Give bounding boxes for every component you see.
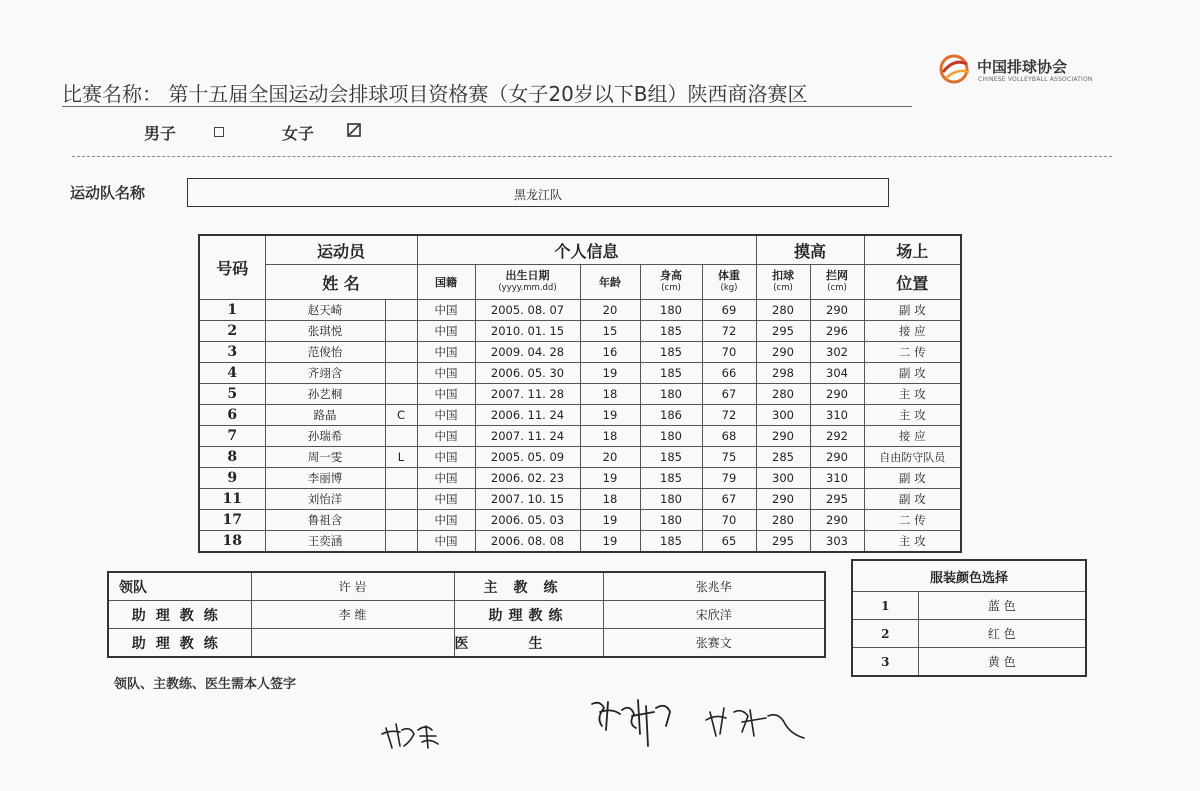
uniform-option-number: 1: [852, 592, 918, 620]
player-height: 180: [640, 384, 702, 405]
logo-name: 中国排球协会: [977, 58, 1068, 76]
player-birth: 2006. 08. 08: [475, 531, 580, 553]
player-role: L: [385, 447, 417, 468]
player-height: 185: [640, 468, 702, 489]
asst-coach-label: 助理教练: [108, 601, 251, 629]
player-nationality: 中国: [417, 300, 475, 321]
player-age: 19: [580, 363, 640, 384]
player-block: 304: [810, 363, 864, 384]
player-number: 3: [199, 342, 265, 363]
player-birth: 2006. 05. 03: [475, 510, 580, 531]
player-height: 185: [640, 531, 702, 553]
player-weight: 70: [702, 510, 756, 531]
separator: [72, 156, 1112, 157]
doctor-value: 张赛文: [603, 629, 825, 658]
player-position: 主 攻: [864, 531, 961, 553]
leader-label-cell: [108, 572, 251, 601]
header-birth-label: 出生日期: [505, 269, 550, 282]
title-underline: [62, 106, 912, 107]
player-nationality: 中国: [417, 447, 475, 468]
table-row: [199, 363, 961, 384]
player-weight: 79: [702, 468, 756, 489]
player-height: 185: [640, 363, 702, 384]
player-spike: 295: [756, 321, 810, 342]
uniform-option-number: 3: [852, 648, 918, 677]
team-name-field[interactable]: [187, 178, 889, 207]
player-role: [385, 531, 417, 553]
player-weight: 70: [702, 342, 756, 363]
player-position: 主 攻: [864, 384, 961, 405]
player-name: 李丽博: [265, 468, 385, 489]
asst-coach-label-right: 助理教练: [454, 601, 603, 629]
player-role: [385, 510, 417, 531]
table-row: [199, 426, 961, 447]
player-spike: 280: [756, 510, 810, 531]
player-weight: 68: [702, 426, 756, 447]
player-name: 王奕涵: [265, 531, 385, 553]
header-weight: [702, 265, 756, 300]
player-height: 180: [640, 300, 702, 321]
header-weight-unit: (kg): [720, 283, 738, 293]
player-position: 自由防守队员: [864, 447, 961, 468]
player-height: 185: [640, 342, 702, 363]
player-position: 副 攻: [864, 468, 961, 489]
player-position: 接 应: [864, 321, 961, 342]
player-name: 周一雯: [265, 447, 385, 468]
player-age: 16: [580, 342, 640, 363]
volleyball-association-emblem-icon: [937, 52, 975, 86]
player-block: 292: [810, 426, 864, 447]
player-block: 296: [810, 321, 864, 342]
player-block: 290: [810, 300, 864, 321]
player-nationality: 中国: [417, 384, 475, 405]
player-height: 180: [640, 489, 702, 510]
player-nationality: 中国: [417, 531, 475, 553]
signature-head-coach: [592, 700, 670, 746]
player-weight: 72: [702, 405, 756, 426]
player-age: 20: [580, 447, 640, 468]
header-nationality: 国籍: [417, 265, 475, 300]
player-nationality: 中国: [417, 510, 475, 531]
player-role: [385, 489, 417, 510]
player-block: 290: [810, 510, 864, 531]
player-number: 2: [199, 321, 265, 342]
player-number: 17: [199, 510, 265, 531]
player-birth: 2007. 11. 24: [475, 426, 580, 447]
player-name: 赵天崎: [265, 300, 385, 321]
player-birth: 2005. 05. 09: [475, 447, 580, 468]
player-weight: 67: [702, 384, 756, 405]
player-age: 20: [580, 300, 640, 321]
player-position: 二 传: [864, 342, 961, 363]
roster-table: [198, 234, 962, 553]
player-weight: 72: [702, 321, 756, 342]
player-nationality: 中国: [417, 405, 475, 426]
table-row: [199, 300, 961, 321]
header-personal-info: 个人信息: [417, 235, 756, 265]
player-nationality: 中国: [417, 342, 475, 363]
female-checkbox[interactable]: [347, 123, 361, 137]
player-block: 302: [810, 342, 864, 363]
player-birth: 2009. 04. 28: [475, 342, 580, 363]
player-birth: 2006. 02. 23: [475, 468, 580, 489]
table-row: [199, 405, 961, 426]
player-block: 310: [810, 405, 864, 426]
player-name: 齐翊含: [265, 363, 385, 384]
header-height-unit: (cm): [661, 283, 681, 293]
player-spike: 290: [756, 342, 810, 363]
player-spike: 290: [756, 489, 810, 510]
leader-value: 许 岩: [251, 572, 454, 601]
player-spike: 300: [756, 405, 810, 426]
player-birth: 2007. 10. 15: [475, 489, 580, 510]
table-row: [199, 447, 961, 468]
player-number: 4: [199, 363, 265, 384]
player-name: 范俊怡: [265, 342, 385, 363]
player-role: [385, 468, 417, 489]
player-block: 290: [810, 384, 864, 405]
player-name: 孙艺桐: [265, 384, 385, 405]
table-row: [199, 510, 961, 531]
uniform-title: 服装颜色选择: [852, 560, 1086, 592]
asst-coach-value-3: [251, 629, 454, 658]
player-weight: 66: [702, 363, 756, 384]
player-number: 5: [199, 384, 265, 405]
uniform-option-color: 蓝 色: [918, 592, 1086, 620]
player-height: 185: [640, 321, 702, 342]
player-weight: 65: [702, 531, 756, 553]
handwritten-signatures: [370, 690, 830, 770]
player-spike: 290: [756, 426, 810, 447]
staff-table: [107, 571, 826, 658]
table-row: [199, 384, 961, 405]
player-nationality: 中国: [417, 426, 475, 447]
player-birth: 2006. 11. 24: [475, 405, 580, 426]
player-role: [385, 300, 417, 321]
table-row: [199, 531, 961, 553]
leader-label: [109, 577, 251, 597]
player-block: 310: [810, 468, 864, 489]
player-birth: 2007. 11. 28: [475, 384, 580, 405]
player-position: 副 攻: [864, 363, 961, 384]
player-number: 8: [199, 447, 265, 468]
asst-coach-label-2: 助理教练: [108, 629, 251, 658]
player-spike: 280: [756, 384, 810, 405]
player-role: [385, 426, 417, 447]
player-name: 孙瑞希: [265, 426, 385, 447]
player-weight: 67: [702, 489, 756, 510]
player-age: 19: [580, 531, 640, 553]
male-checkbox[interactable]: [214, 127, 224, 137]
asst-coach-value-2: 宋欣洋: [603, 601, 825, 629]
head-coach-value: 张兆华: [603, 572, 825, 601]
player-age: 19: [580, 468, 640, 489]
header-birth: [475, 265, 580, 300]
player-name: 路晶: [265, 405, 385, 426]
player-height: 180: [640, 426, 702, 447]
uniform-color-table: [851, 559, 1087, 677]
player-number: 18: [199, 531, 265, 553]
header-height: [640, 265, 702, 300]
player-position: 二 传: [864, 510, 961, 531]
player-block: 295: [810, 489, 864, 510]
player-spike: 285: [756, 447, 810, 468]
uniform-option-number: 2: [852, 620, 918, 648]
header-spike: [756, 265, 810, 300]
player-spike: 295: [756, 531, 810, 553]
player-birth: 2005. 08. 07: [475, 300, 580, 321]
player-nationality: 中国: [417, 489, 475, 510]
player-height: 185: [640, 447, 702, 468]
player-nationality: 中国: [417, 321, 475, 342]
player-name: 张琪悦: [265, 321, 385, 342]
head-coach-label: 主教练: [454, 572, 603, 601]
player-number: 1: [199, 300, 265, 321]
page-title: 比赛名称： 第十五届全国运动会排球项目资格赛（女子20岁以下B组）陕西商洛赛区: [62, 82, 808, 106]
male-label: 男子: [144, 124, 177, 143]
player-birth: 2006. 05. 30: [475, 363, 580, 384]
team-name: 黑龙江队: [513, 188, 562, 202]
signature-note: 领队、主教练、医生需本人签字: [114, 677, 297, 692]
player-weight: 75: [702, 447, 756, 468]
logo-subtitle: CHINESE VOLLEYBALL ASSOCIATION: [978, 76, 1093, 83]
player-nationality: 中国: [417, 363, 475, 384]
player-position: 主 攻: [864, 405, 961, 426]
player-block: 290: [810, 447, 864, 468]
table-row: [199, 489, 961, 510]
uniform-option-color: 黄 色: [918, 648, 1086, 677]
player-position: 副 攻: [864, 489, 961, 510]
player-age: 18: [580, 489, 640, 510]
player-spike: 280: [756, 300, 810, 321]
player-role: [385, 342, 417, 363]
header-spike-label: 扣球: [772, 269, 794, 282]
player-position: 接 应: [864, 426, 961, 447]
header-block: [810, 265, 864, 300]
player-height: 180: [640, 510, 702, 531]
player-age: 19: [580, 405, 640, 426]
header-player: 运动员: [265, 235, 417, 265]
player-age: 18: [580, 426, 640, 447]
player-age: 15: [580, 321, 640, 342]
association-logo: [937, 52, 1093, 92]
header-birth-unit: (yyyy.mm.dd): [498, 283, 557, 293]
player-number: 9: [199, 468, 265, 489]
player-name: 鲁祖含: [265, 510, 385, 531]
player-age: 19: [580, 510, 640, 531]
header-height-label: 身高: [660, 269, 682, 282]
signature-leader: [382, 724, 438, 748]
header-block-unit: (cm): [827, 283, 847, 293]
player-role: [385, 384, 417, 405]
header-reach: 摸高: [756, 235, 864, 265]
header-spike-unit: (cm): [773, 283, 793, 293]
player-number: 6: [199, 405, 265, 426]
player-age: 18: [580, 384, 640, 405]
header-age: 年龄: [580, 265, 640, 300]
asst-coach-value-1: 李 维: [251, 601, 454, 629]
header-position-2: 位置: [864, 265, 961, 300]
team-label: 运动队名称: [70, 184, 146, 202]
player-height: 186: [640, 405, 702, 426]
player-role: [385, 363, 417, 384]
leader-label-text: 领队: [119, 579, 147, 596]
player-number: 7: [199, 426, 265, 447]
player-position: 副 攻: [864, 300, 961, 321]
header-name: 姓 名: [265, 265, 417, 300]
signature-doctor: [706, 708, 804, 738]
player-number: 11: [199, 489, 265, 510]
doctor-label: 医生: [454, 629, 603, 658]
player-birth: 2010. 01. 15: [475, 321, 580, 342]
female-label: 女子: [282, 124, 315, 143]
header-number: 号码: [199, 235, 265, 300]
table-row: [199, 342, 961, 363]
player-spike: 300: [756, 468, 810, 489]
header-weight-label: 体重: [718, 269, 740, 282]
player-name: 刘怡洋: [265, 489, 385, 510]
uniform-option-color: 红 色: [918, 620, 1086, 648]
player-role: C: [385, 405, 417, 426]
header-position-1: 场上: [864, 235, 961, 265]
player-block: 303: [810, 531, 864, 553]
table-row: [199, 321, 961, 342]
table-row: [199, 468, 961, 489]
player-role: [385, 321, 417, 342]
player-spike: 298: [756, 363, 810, 384]
player-weight: 69: [702, 300, 756, 321]
header-block-label: 拦网: [826, 269, 848, 282]
player-nationality: 中国: [417, 468, 475, 489]
